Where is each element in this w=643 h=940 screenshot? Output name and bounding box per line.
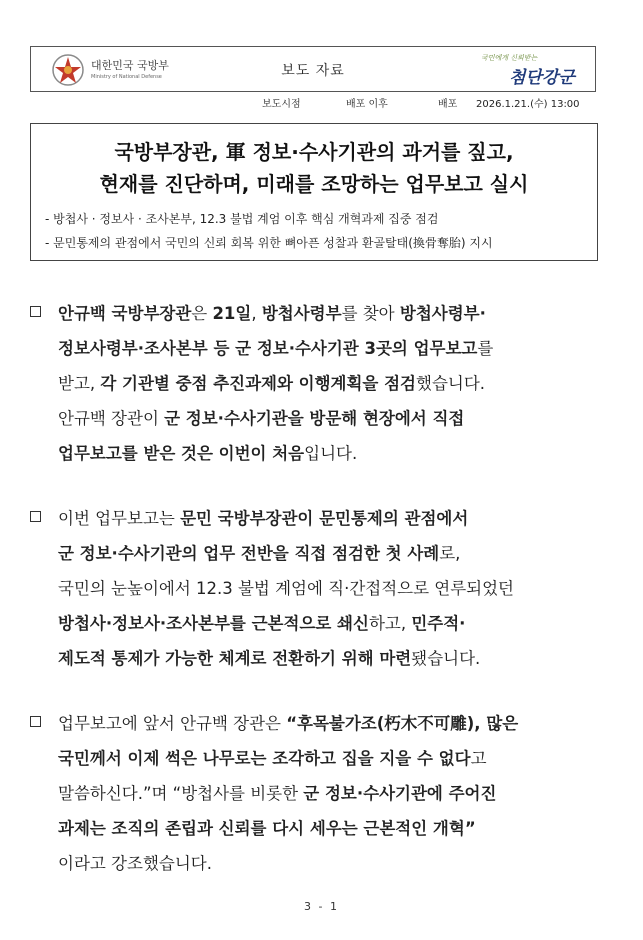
p1-line-3: 받고, 각 기관별 중점 추진과제와 이행계획을 점검했습니다. bbox=[58, 374, 486, 393]
p3-line-1: 업무보고에 앞서 안규백 장관은 “후목불가조(朽木不可雕), 많은 bbox=[58, 714, 519, 733]
subheadline-1: - 방첩사 · 정보사 · 조사본부, 12.3 불법 계엄 이후 핵심 개혁과제 집중 점검 bbox=[45, 212, 439, 226]
checkbox-bullet-icon bbox=[30, 306, 41, 317]
subheadline-2: - 문민통제의 관점에서 국민의 신뢰 회복 위한 뼈아픈 성찰과 환골탈태(換骨奪胎) 지시 bbox=[45, 236, 493, 250]
headline-box bbox=[30, 123, 598, 261]
p2-line-4: 방첩사·정보사·조사본부를 근본적으로 쇄신하고, 민주적· bbox=[58, 614, 466, 633]
p2-line-1: 이번 업무보고는 문민 국방부장관이 문민통제의 관점에서 bbox=[58, 509, 469, 528]
p2-line-5: 제도적 통제가 가능한 체계로 전환하기 위해 마련됐습니다. bbox=[58, 649, 481, 668]
document-type-title: 보도 자료 bbox=[281, 63, 345, 79]
p1-line-1: 안규백 국방부장관은 21일, 방첩사령부를 찾아 방첩사령부· bbox=[58, 304, 486, 323]
p3-line-5: 이라고 강조했습니다. bbox=[58, 854, 212, 873]
org-name: 대한민국 국방부 bbox=[91, 59, 169, 72]
checkbox-bullet-icon bbox=[30, 716, 41, 727]
p3-line-4: 과제는 조직의 존립과 신뢰를 다시 세우는 근본적인 개혁” bbox=[58, 819, 476, 838]
page-number: 3 - 1 bbox=[304, 900, 339, 913]
p1-line-2: 정보사령부·조사본부 등 군 정보·수사기관 3곳의 업무보고를 bbox=[58, 339, 494, 358]
p3-line-2: 국민께서 이제 썩은 나무로는 조각하고 집을 지을 수 없다고 bbox=[58, 749, 487, 768]
p3-line-3: 말씀하신다.”며 “방첩사를 비롯한 군 정보·수사기관에 주어진 bbox=[58, 784, 497, 803]
release-value: 배포 이후 bbox=[346, 99, 388, 110]
checkbox-bullet-icon bbox=[30, 511, 41, 522]
p1-line-5: 업무보고를 받은 것은 이번이 처음입니다. bbox=[58, 444, 358, 463]
org-name-en: Ministry of National Defense bbox=[91, 74, 162, 80]
distribution-label: 배포 bbox=[438, 99, 458, 110]
press-header bbox=[30, 46, 596, 92]
slogan-logo: 첨단강군 bbox=[509, 68, 575, 88]
release-label: 보도시점 bbox=[262, 99, 301, 110]
headline-line-1: 국방부장관, 軍 정보·수사기관의 과거를 짚고, bbox=[114, 140, 514, 164]
p1-line-4: 안규백 장관이 군 정보·수사기관을 방문해 현장에서 직접 bbox=[58, 409, 465, 428]
headline-line-2: 현재를 진단하며, 미래를 조망하는 업무보고 실시 bbox=[99, 172, 529, 196]
p2-line-2: 군 정보·수사기관의 업무 전반을 직접 점검한 첫 사례로, bbox=[58, 544, 461, 563]
slogan-small: 국민에게 신뢰받는 bbox=[481, 54, 538, 62]
p2-line-3: 국민의 눈높이에서 12.3 불법 계엄에 직·간접적으로 연루되었던 bbox=[58, 579, 514, 598]
distribution-value: 2026.1.21.(수) 13:00 bbox=[476, 99, 580, 110]
